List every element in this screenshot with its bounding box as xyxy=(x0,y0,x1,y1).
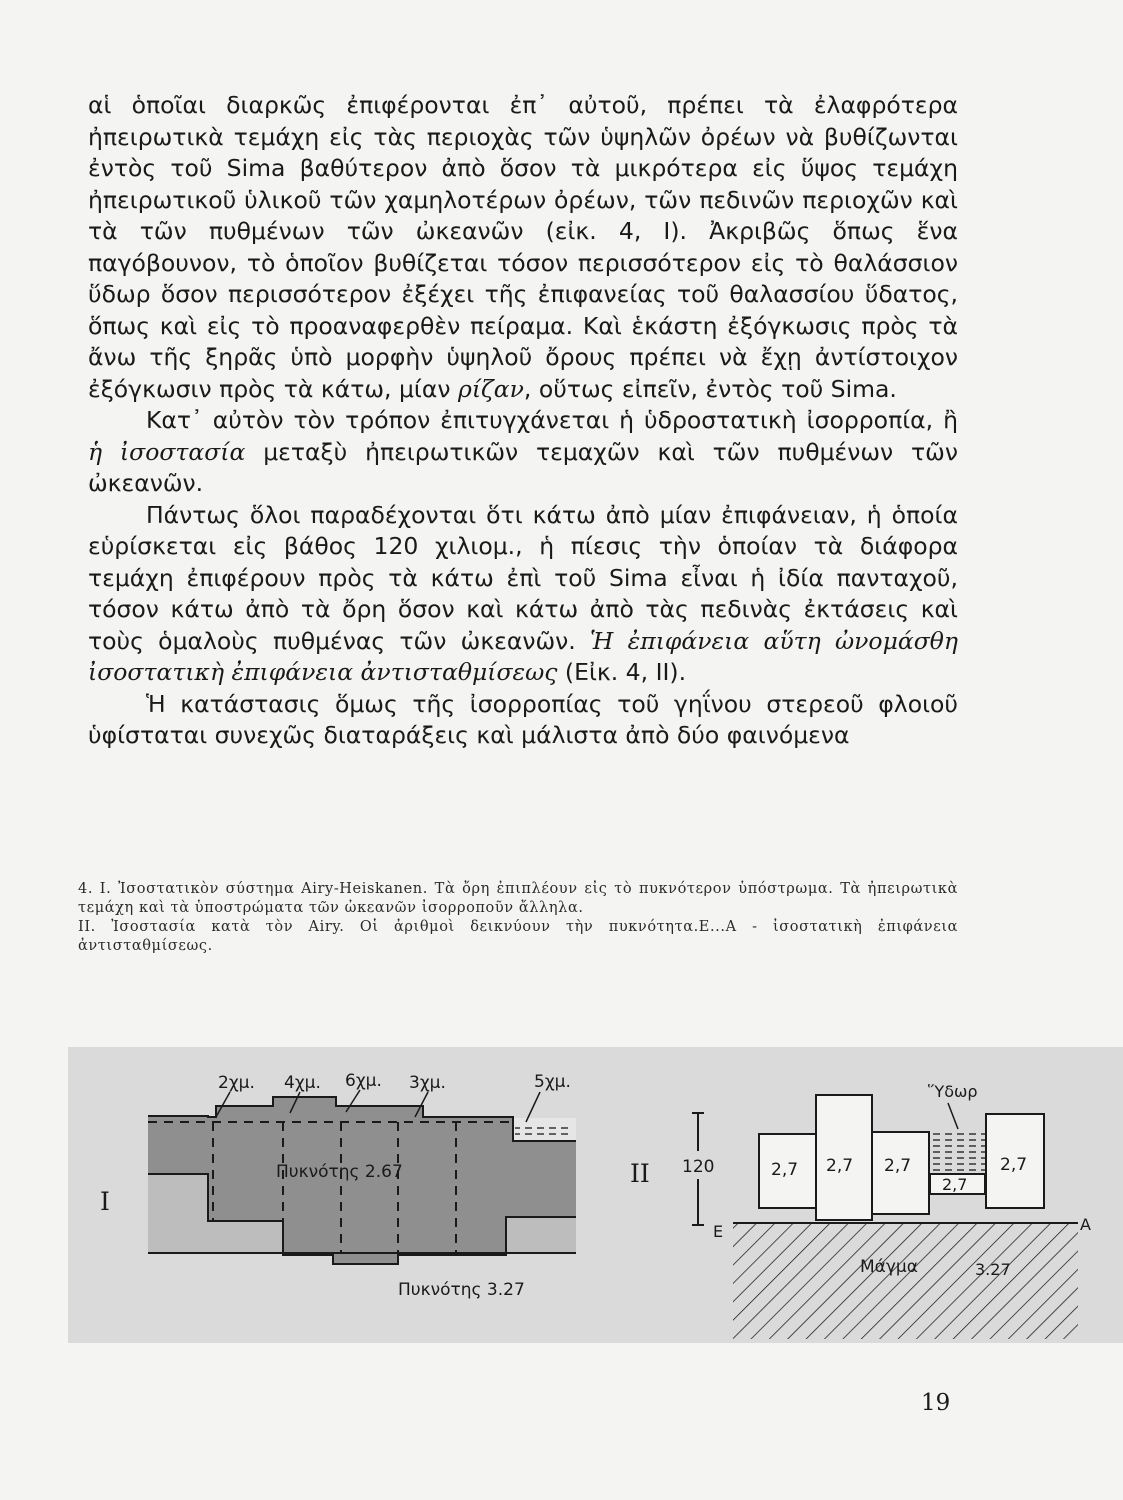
magma-label: Μάγμα xyxy=(860,1257,918,1277)
label-3km: 3χμ. xyxy=(409,1073,446,1093)
marker-e: Ε xyxy=(713,1222,724,1241)
block-2-value: 2,7 xyxy=(826,1156,854,1176)
figure-1 xyxy=(100,1071,576,1300)
label-4km: 4χμ. xyxy=(284,1073,321,1093)
block-1-value: 2,7 xyxy=(771,1160,799,1180)
block-3-value: 2,7 xyxy=(884,1156,912,1176)
block-4-value: 2,7 xyxy=(942,1175,968,1194)
paragraph-2-end: μεταξὺ ἠπειρωτικῶν τεμαχῶν καὶ τῶν πυθμένων τῶν ὠκεανῶν. xyxy=(88,437,958,497)
caption-2: II. Ἰσοστασία κατὰ τὸν Airy. Οἱ ἀριθμοὶ δεικνύουν τὴν πυκνότητα.Ε...Α - ἰσοστατικὴ ἐπιφάνεια ἀντισταθμίσεως. xyxy=(78,919,958,954)
paragraph-3-text: Πάντως ὅλοι παραδέχονται ὅτι κάτω ἀπὸ μίαν ἐπιφάνειαν, ἡ ὁποία εὑρίσκεται εἰς βάθος 120 χιλιομ., ἡ πίεσις τὴν ὁποίαν τὰ διάφορα τεμάχη ἐπιφέρουν πρὸς τὰ κάτω ἐπὶ τοῦ Sima εἶναι ἡ ἰδία πανταχοῦ, τόσον κάτω ἀπὸ τὰ ὄρη ὅσον καὶ κάτω ἀπὸ τὰς πεδινὰς ἐκτάσεις καὶ τοὺς ὁμαλοὺς πυθμένας τῶν ὠκεανῶν. xyxy=(88,500,958,655)
marker-a: Α xyxy=(1080,1215,1091,1234)
label-2km: 2χμ. xyxy=(218,1073,255,1093)
water-label: Ὕδωρ xyxy=(928,1082,978,1101)
page-number: 19 xyxy=(921,1390,951,1416)
figure-panel xyxy=(68,1047,1123,1343)
label-6km: 6χμ. xyxy=(345,1071,382,1091)
paragraph-1-text: αἱ ὁποῖαι διαρκῶς ἐπιφέρονται ἐπ᾽ αὐτοῦ, πρέπει τὰ ἐλαφρότερα ἠπειρωτικὰ τεμάχη εἰς τὰς περιοχὰς τῶν ὑψηλῶν ὀρέων νὰ βυθίζωνται ἐντὸς τοῦ Sima βαθύτερον ἀπὸ ὅσον τὰ μικρότερα εἰς ὕψος τεμάχη ἠπειρωτικοῦ ὑλικοῦ τῶν χαμηλοτέρων ὀρέων, τῶν πεδινῶν περιοχῶν καὶ τὰ τῶν πυθμένων τῶν ὠκεανῶν (εἰκ. 4, I). Ἀκριβῶς ὅπως ἕνα παγόβουνον, τὸ ὁποῖον βυθίζεται τόσον περισσότερον εἰς τὸ θαλάσσιον ὕδωρ ὅσον περισσότερον ἐξέχει τῆς ἐπιφανείας τοῦ θαλασσίου ὕδατος, ὅπως καὶ εἰς τὸ προαναφερθὲν πείραμα. Καὶ ἑκάστη ἐξόγκωσις πρὸς τὰ ἄνω τῆς ξηρᾶς ὑπὸ μορφὴν ὑψηλοῦ ὄρους πρέπει νὰ ἔχῃ ἀντίστοιχον ἐξόγκωσιν πρὸς τὰ κάτω, μίαν xyxy=(88,91,958,403)
paragraph-2-text: Κατ᾽ αὐτὸν τὸν τρόπον ἐπιτυγχάνεται ἡ ὑδροστατικὴ ἰσορροπία, ἢ xyxy=(146,406,958,434)
water-pointer xyxy=(948,1103,958,1129)
magma-density: 3.27 xyxy=(975,1260,1011,1279)
depth-value: 120 xyxy=(682,1157,715,1177)
density-upper: Πυκνότης 2.67 xyxy=(276,1162,403,1182)
water-column xyxy=(930,1132,985,1174)
label-5km: 5χμ. xyxy=(534,1072,571,1092)
paragraph-4: Ἡ κατάστασις ὅμως τῆς ἰσορροπίας τοῦ γηΐνου στερεοῦ φλοιοῦ ὑφίσταται συνεχῶς διαταράξεις καὶ μάλιστα ἀπὸ δύο φαινόμενα xyxy=(88,689,958,749)
paragraph-2 xyxy=(88,405,958,500)
water-lines xyxy=(515,1123,570,1139)
body-text xyxy=(88,90,958,752)
figure-2-roman: II xyxy=(630,1159,650,1188)
density-lower: Πυκνότης 3.27 xyxy=(398,1280,525,1300)
paragraph-1-end: , οὕτως εἰπεῖν, ἐντὸς τοῦ Sima. xyxy=(523,374,897,403)
paragraph-2-italic: ἡ ἰσοστασία xyxy=(88,437,246,466)
figure-2 xyxy=(630,1082,1091,1339)
caption-1: 4. I. Ἰσοστατικὸν σύστημα Airy-Heiskanen. Τὰ ὄρη ἐπιπλέουν εἰς τὸ πυκνότερον ὑπόστρωμα. Τὰ ἠπειρωτικὰ τεμάχη καὶ τὰ ὑποστρώματα τῶν ὠκεανῶν ἰσορροποῦν ἄλληλα. xyxy=(78,881,958,916)
block-5-value: 2,7 xyxy=(1000,1155,1028,1175)
magma-area xyxy=(733,1223,1078,1339)
paragraph-3-italic: Ἡ ἐπιφάνεια αὕτη ὠνομάσθη ἰσοστατικὴ ἐπιφάνεια ἀντισταθμίσεως xyxy=(88,626,958,686)
figure-1-roman: I xyxy=(100,1187,110,1216)
paragraph-1 xyxy=(88,90,958,405)
figure-captions xyxy=(78,880,958,956)
paragraph-3-end: (Εἰκ. 4, II). xyxy=(564,658,687,686)
paragraph-1-italic: ρίζαν xyxy=(458,374,524,403)
paragraph-3 xyxy=(88,500,958,689)
isostasy-figure xyxy=(68,1047,1123,1343)
